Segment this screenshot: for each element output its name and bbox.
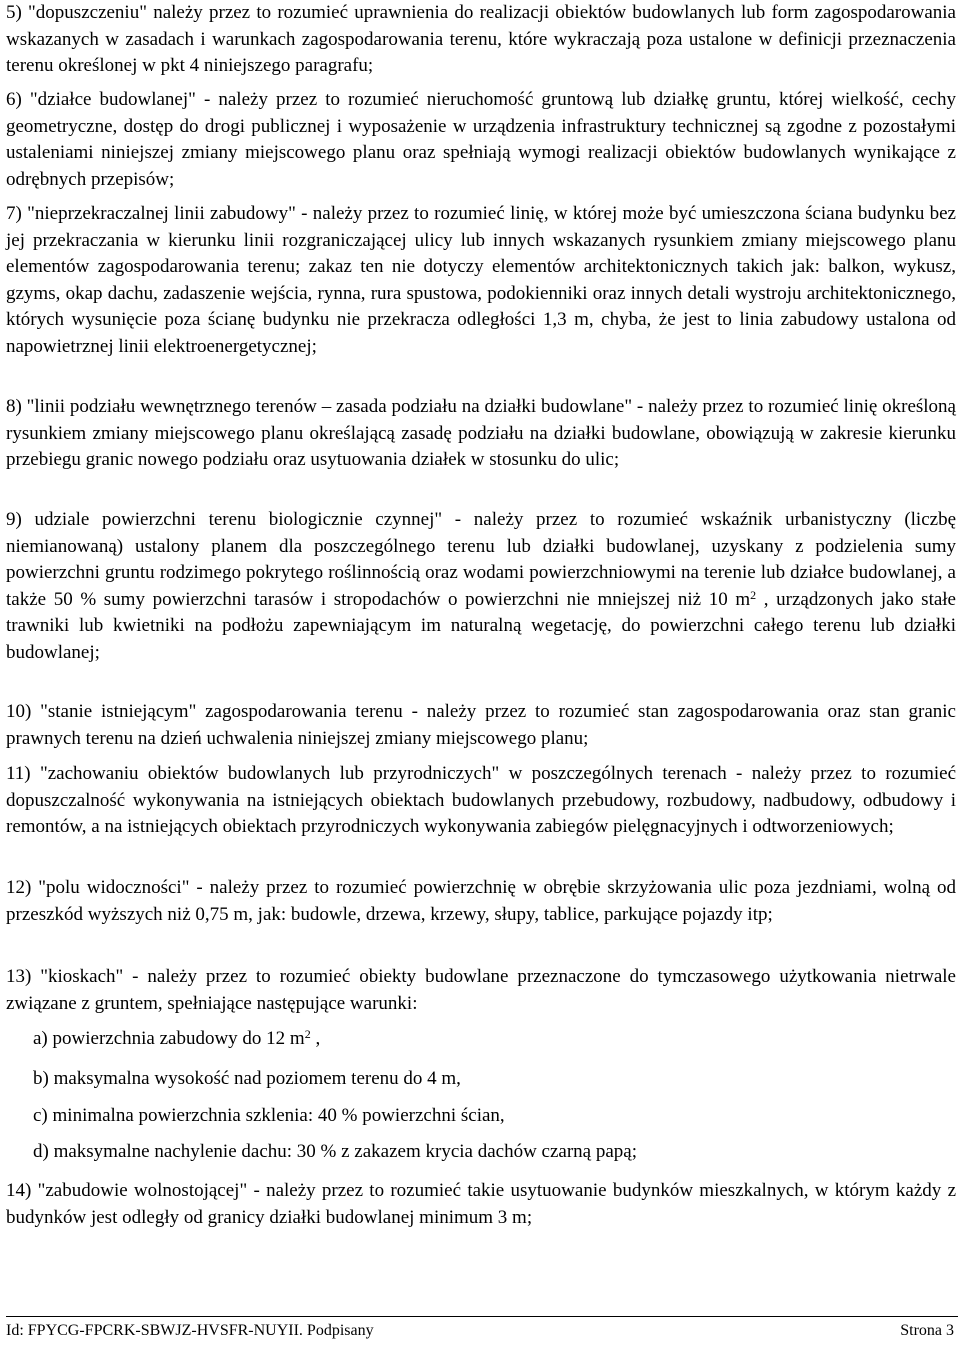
definition-item-9: 9) udziale powierzchni terenu biologicznie czynnej" - należy przez to rozumieć wskaźnik urbanistyczny (liczbę niemianowaną) ustalony planem dla poszczególnego terenu lub działki budowlanej, uzyskany z podzielenia sumy powierzchni gruntu rodzimego pokrytego roślinnością oraz wodami powierzchniowymi na terenie lub działce budowlanej, a także 50 % sumy powierzchni tarasów i stropodachów o powierzchni nie mniejszej niż 10 $m^2$ , urządzonych jako stałe trawniki lub kwietniki na podłożu zapewniającym im naturalną wegetację, do powierzchni całego terenu lub działki budowlanej;	[6, 509, 956, 663]
superscript-2: 2	[750, 587, 757, 602]
kiosk-condition-c: c) minimalna powierzchnia szklenia: 40 % powierzchni ścian,	[33, 1105, 505, 1126]
superscript-2: 2	[304, 1027, 311, 1041]
definition-item-14: 14) "zabudowie wolnostojącej" - należy przez to rozumieć takie usytuowanie budynków mieszkalnych, w którym każdy z budynków jest odległy od granicy działki budowlanej minimum 3 m;	[6, 1180, 956, 1228]
footer-page-number: Strona 3	[900, 1322, 954, 1339]
kiosk-condition-b: b) maksymalna wysokość nad poziomem terenu do 4 m,	[33, 1068, 461, 1089]
footer-divider	[6, 1316, 958, 1317]
definition-item-11: 11) "zachowaniu obiektów budowlanych lub przyrodniczych" w poszczególnych terenach - należy przez to rozumieć dopuszczalność wykonywania na istniejących obiektach budowlanych przebudowy, rozbudowy, nadbudowy, odbudowy i remontów, a na istniejących obiektach przyrodniczych wykonywania zabiegów pielęgnacyjnych i odtworzeniowych;	[6, 763, 956, 837]
kiosk-condition-a: a) powierzchnia zabudowy do 12 $m^2$ ,	[33, 1027, 321, 1049]
definition-item-8: 8) "linii podziału wewnętrznego terenów – zasada podziału na działki budowlane" - należy przez to rozumieć linię określoną rysunkiem zmiany miejscowego planu określającą zasadę podziału na działki budowlane, obowiązują w zakresie kierunku przebiegu granic nowego podziału oraz usytuowania działek w stosunku do ulic;	[6, 396, 956, 470]
definition-item-12: 12) "polu widoczności" - należy przez to rozumieć powierzchnię w obrębie skrzyżowania ulic poza jezdniami, wolną od przeszkód wyższych niż 0,75 m, jak: budowle, drzewa, krzewy, słupy, tablice, parkujące pojazdy itp;	[6, 877, 956, 925]
footer-document-id: Id: FPYCG-FPCRK-SBWJZ-HVSFR-NUYII. Podpisany	[6, 1322, 374, 1339]
definition-item-6: 6) "działce budowlanej" - należy przez to rozumieć nieruchomość gruntową lub działkę gruntu, której wielkość, cechy geometryczne, dostęp do drogi publicznej i wyposażenie w urządzenia infrastruktury technicznej są zgodne z pozostałymi ustaleniami niniejszej zmiany miejscowego planu oraz spełniają wymogi realizacji obiektów budowlanych wynikające z odrębnych przepisów;	[6, 89, 956, 190]
definition-item-10: 10) "stanie istniejącym" zagospodarowania terenu - należy przez to rozumieć stan zagospodarowania oraz stan granic prawnych terenu na dzień uchwalenia niniejszej zmiany miejscowego planu;	[6, 701, 956, 749]
definition-item-5: 5) "dopuszczeniu" należy przez to rozumieć uprawnienia do realizacji obiektów budowlanych lub form zagospodarowania wskazanych w zasadach i warunkach zagospodarowania terenu, które wykraczają poza ustalone w definicji przeznaczenia terenu określonej w pkt 4 niniejszego paragrafu;	[6, 2, 956, 76]
kiosk-condition-d: d) maksymalne nachylenie dachu: 30 % z zakazem krycia dachów czarną papą;	[33, 1141, 638, 1162]
definition-item-7: 7) "nieprzekraczalnej linii zabudowy" - należy przez to rozumieć linię, w której może być umieszczona ściana budynku bez jej przekraczania w kierunku linii rozgraniczającej ulicy lub innych wskazanych rysunkiem zmiany miejscowego planu elementów zagospodarowania terenu; zakaz ten nie dotyczy elementów architektonicznych takich jak: balkon, wykusz, gzyms, okap dachu, zadaszenie wejścia, rynna, rura spustowa, podokienniki oraz innych detali wystroju architektonicznego, których wysunięcie poza ścianę budynku nie przekracza odległości 1,3 m, chyba, że jest to linia zabudowy ustalona od napowietrznej linii elektroenergetycznej;	[6, 203, 956, 357]
definition-item-13: 13) "kioskach" - należy przez to rozumieć obiekty budowlane przeznaczone do tymczasowego użytkowania nietrwale związane z gruntem, spełniające następujące warunki:	[6, 966, 956, 1014]
